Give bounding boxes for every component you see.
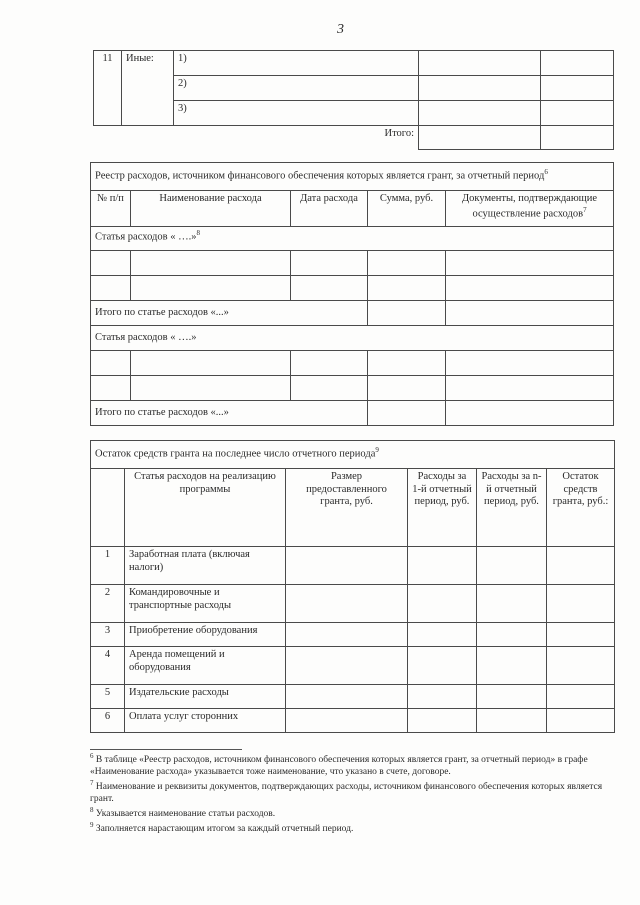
footnotes [90, 752, 620, 836]
total-label: Итого: [94, 126, 419, 150]
col-header-documents: Документы, подтверждающие осуществление расходов$^7$ [446, 191, 614, 227]
row-number: 4 [91, 647, 125, 685]
article-row: Статья расходов « ….» [91, 326, 614, 351]
article-row: Статья расходов « ….»$^8$ [91, 227, 614, 251]
other-item: 3) [174, 101, 419, 126]
article-label: Заработная плата (включая налоги) [125, 547, 286, 585]
other-item: 1) [174, 51, 419, 76]
article-label: Приобретение оборудования [125, 623, 286, 647]
col-header-article: Статья расходов на реализацию программы [125, 469, 286, 547]
col-header-sum: Сумма, руб. [368, 191, 446, 227]
col-header-grant-size: Размер предоставленного гранта, руб. [286, 469, 408, 547]
col-header-expenses-1: Расходы за 1-й отчетный период, руб. [408, 469, 477, 547]
row-number: 6 [91, 709, 125, 733]
cell [419, 126, 541, 150]
article-label: Оплата услуг сторонних [125, 709, 286, 733]
cell [419, 101, 541, 126]
col-header-expenses-n: Расходы за n-й отчетный период, руб. [477, 469, 547, 547]
cell [419, 51, 541, 76]
col-header-balance: Остаток средств гранта, руб.: [547, 469, 615, 547]
col-header-name: Наименование расхода [131, 191, 291, 227]
subtotal-row: Итого по статье расходов «...» [91, 401, 368, 426]
row-number: 3 [91, 623, 125, 647]
article-label: Издательские расходы [125, 685, 286, 709]
other-item: 2) [174, 76, 419, 101]
expense-registry-table [90, 162, 614, 426]
cell [91, 469, 125, 547]
cell [419, 76, 541, 101]
col-header-date: Дата расхода [291, 191, 368, 227]
col-header-number: № п/п [91, 191, 131, 227]
footnote: $^8$ Указывается наименование статьи расходов. [90, 805, 276, 819]
registry-title: Реестр расходов, источником финансового обеспечения которых является грант, за отчетный период$^6$ [91, 163, 614, 191]
row-number: 11 [94, 51, 122, 126]
subtotal-row: Итого по статье расходов «...» [91, 301, 368, 326]
cell [541, 101, 614, 126]
footnote: $^7$ Наименование и реквизиты документов, подтверждающих расходы, источником финансового обеспечения которых является грант. [90, 778, 603, 804]
footnote: $^9$ Заполняется нарастающим итогом за каждый отчетный период. [90, 820, 354, 834]
row-number: 5 [91, 685, 125, 709]
cell [541, 76, 614, 101]
footnote-separator [90, 749, 242, 750]
row-number: 1 [91, 547, 125, 585]
footnote: $^6$ В таблице «Реестр расходов, источником финансового обеспечения которых является грант, за отчетный период» в графе «Наименование расхода» указывается тоже наименование, что указано в счете, договоре. [90, 752, 588, 778]
cell [541, 51, 614, 76]
cell [541, 126, 614, 150]
article-label: Командировочные и транспортные расходы [125, 585, 286, 623]
other-label: Иные: [122, 51, 174, 126]
other-expenses-table [93, 50, 614, 150]
row-number: 2 [91, 585, 125, 623]
balance-title: Остаток средств гранта на последнее число отчетного периода$^9$ [91, 441, 615, 469]
page-number: 3 [337, 22, 344, 37]
article-label: Аренда помещений и оборудования [125, 647, 286, 685]
grant-balance-table [90, 440, 615, 733]
